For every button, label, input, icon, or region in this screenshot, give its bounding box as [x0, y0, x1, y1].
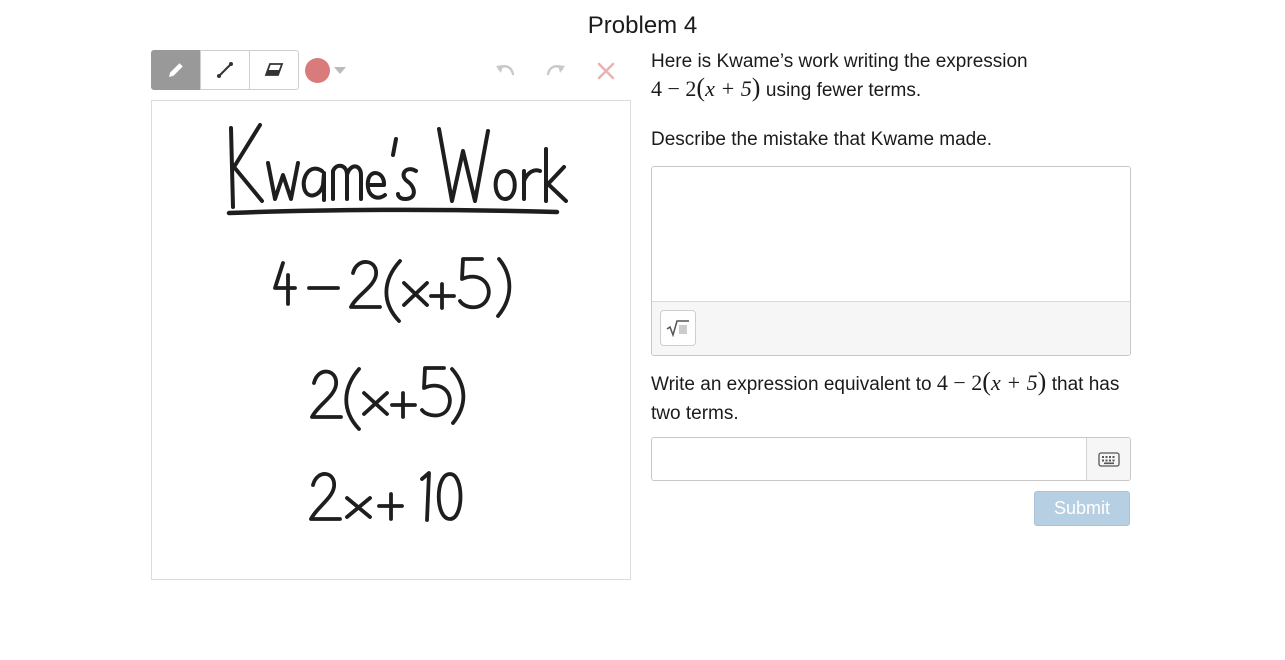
- question1-expression: 4 − 2(x + 5): [651, 73, 761, 102]
- drawing-step-3: [311, 473, 461, 520]
- line-icon: [216, 61, 234, 79]
- expression-answer-row: [651, 437, 1131, 481]
- question1-intro-text: Here is Kwame’s work writing the expression: [651, 51, 1028, 72]
- sketch-toolbar: [151, 50, 631, 90]
- tool-group: [151, 50, 298, 90]
- color-swatch: [305, 58, 330, 83]
- question2-expression: 4 − 2(x + 5): [936, 367, 1047, 396]
- keyboard-button[interactable]: [1086, 438, 1130, 480]
- page-title: Problem 4: [587, 12, 698, 39]
- undo-button[interactable]: [493, 59, 517, 83]
- question1-intro: [651, 49, 1121, 104]
- mistake-answer-field[interactable]: [652, 167, 1130, 301]
- color-picker[interactable]: [305, 58, 346, 83]
- redo-icon: [545, 63, 567, 79]
- line-tool-button[interactable]: [200, 50, 250, 90]
- mistake-response: [651, 166, 1131, 356]
- close-icon: [597, 62, 615, 80]
- submit-button[interactable]: Submit: [1034, 491, 1130, 526]
- math-equation-button[interactable]: [660, 310, 696, 346]
- eraser-icon: [264, 62, 284, 78]
- square-root-icon: [666, 319, 690, 337]
- heading-underline: [229, 210, 557, 213]
- clear-button[interactable]: [594, 59, 618, 83]
- math-toolbar: [652, 301, 1130, 355]
- drawing-step-2: [312, 368, 463, 429]
- expression-answer-field[interactable]: [652, 438, 1086, 480]
- question1-prompt: Describe the mistake that Kwame made.: [651, 129, 993, 150]
- sketch-canvas[interactable]: [151, 100, 631, 580]
- eraser-tool-button[interactable]: [249, 50, 299, 90]
- pencil-icon: [167, 61, 185, 79]
- pencil-tool-button[interactable]: [151, 50, 201, 90]
- handwritten-drawing: [152, 101, 630, 579]
- question2-prompt: Write an expression equivalent to 4 − 2(x + 5) that has two terms.: [651, 367, 1120, 424]
- question1-intro-suffix: using fewer terms.: [765, 80, 922, 101]
- drawing-step-1: [275, 259, 509, 321]
- drawing-heading: [231, 125, 566, 207]
- redo-button[interactable]: [544, 59, 568, 83]
- undo-icon: [494, 63, 516, 79]
- chevron-down-icon: [334, 67, 346, 74]
- keyboard-icon: [1098, 452, 1120, 467]
